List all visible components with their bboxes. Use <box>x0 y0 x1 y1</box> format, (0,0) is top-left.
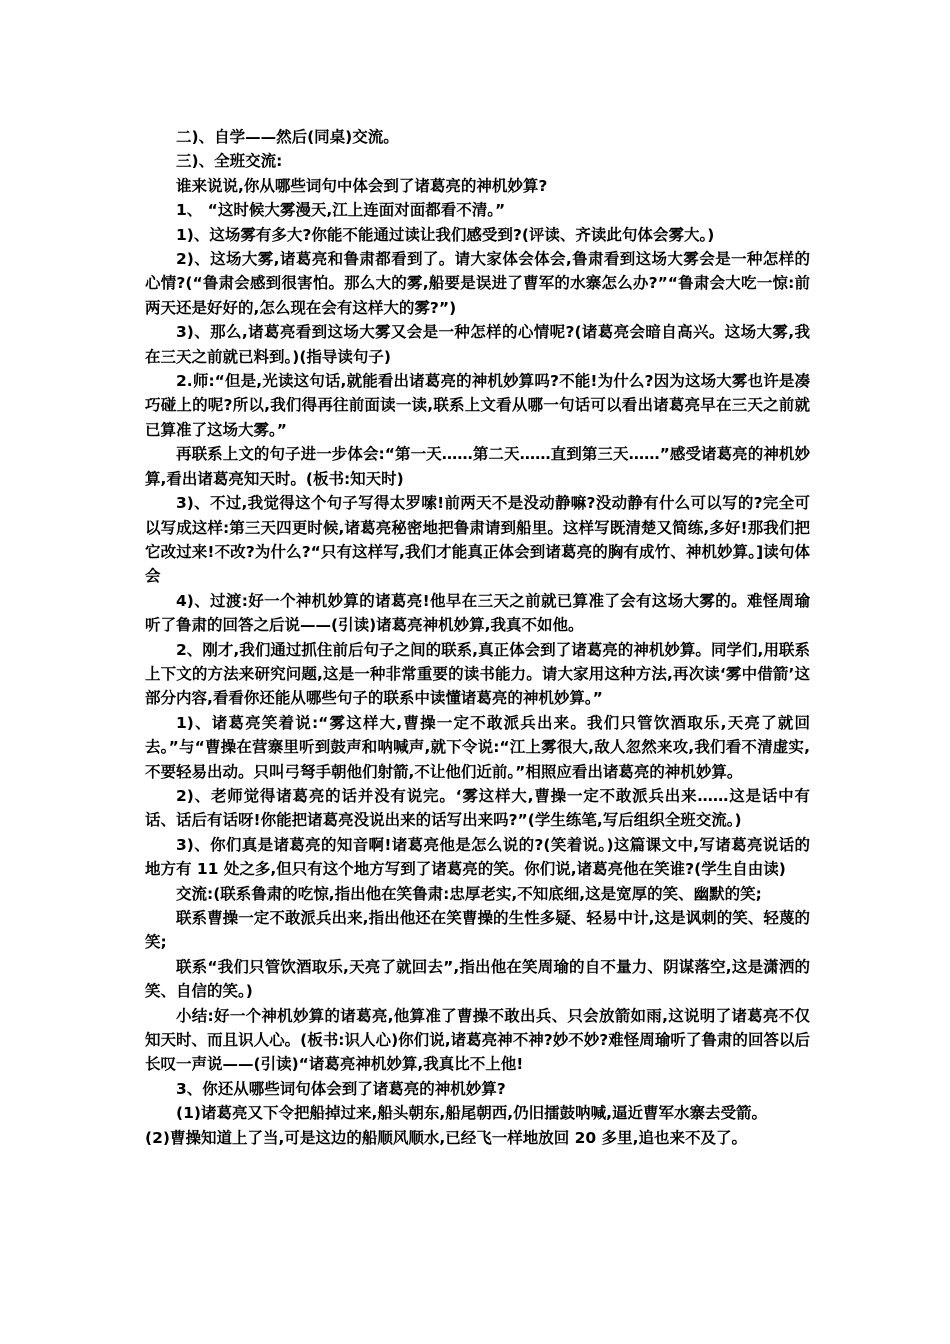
paragraph-item-1: 1、 “这时候大雾漫天,江上连面对面都看不清。” <box>176 201 506 220</box>
paragraph-exchange-lusu: 交流:(联系鲁肃的吃惊,指出他在笑鲁肃:忠厚老实,不知底细,这是宽厚的笑、幽默的笑; <box>176 884 762 903</box>
paragraph-exchange-zhouyu: 联系“我们只管饮酒取乐,天亮了就回去”,指出他在笑周瑜的自不量力、阴谋落空,这是潇洒的笑、自信的笑。) <box>145 957 810 1001</box>
paragraph-method-summary: 2、刚才,我们通过抓住前后句子之间的联系,真正体会到了诸葛亮的神机妙算。同学们,用联系上下文的方法来研究问题,这是一种非常重要的读书能力。请大家用这种方法,再次读‘雾中借箭’这部分内容,看看你还能从哪些句子的联系中读懂诸葛亮的神机妙算。” <box>145 640 810 708</box>
paragraph-lusu-mood: 2)、这场大雾,诸葛亮和鲁肃都看到了。请大家体会体会,鲁肃看到这场大雾会是一种怎样的心情?(“鲁肃会感到很害怕。那么大的雾,船要是误进了曹军的水寨怎么办?”“鲁肃会大吃一惊:前两天还是好好的,怎么现在会有这样大的雾?”) <box>145 250 810 317</box>
paragraph-rewrite-discussion: 3)、不过,我觉得这个句子写得太罗嗦!前两天不是没动静嘛?没动静有什么可以写的?完全可以写成这样:第三天四更时候,诸葛亮秘密地把鲁肃请到船里。这样写既清楚又简练,多好!那我们把它改过来!不改?为什么?“只有这样写,我们才能真正体会到诸葛亮的胸有成竹、神机妙算。]读句体会 <box>145 494 810 586</box>
paragraph-exchange-caocao: 联系曹操一定不敢派兵出来,指出他还在笑曹操的生性多疑、轻易中计,这是讽刺的笑、轻蔑的笑; <box>145 909 810 952</box>
paragraph-summary: 小结:好一个神机妙算的诸葛亮,他算准了曹操不敢出兵、只会放箭如雨,这说明了诸葛亮不仅知天时、而且识人心。(板书:识人心)你们说,诸葛亮神不神?妙不妙?难怪周瑜听了鲁肃的回答以后长叹一声说——(引读)“诸葛亮神机妙算,我真比不上他! <box>145 1006 810 1074</box>
document-body <box>145 125 810 1150</box>
paragraph-self-study: 二)、自学——然后(同桌)交流。 <box>176 128 399 146</box>
paragraph-teacher-question: 2.师:“但是,光读这句话,就能看出诸葛亮的神机妙算吗?不能!为什么?因为这场大雾也许是凑巧碰上的呢?所以,我们得再往前面读一读,联系上文看从哪一句话可以看出诸葛亮早在三天之前就已算准了这场大雾。” <box>145 372 810 439</box>
paragraph-zhuge-smile: 3)、你们真是诸葛亮的知音啊!诸葛亮他是怎么说的?(笑着说。)这篇课文中,写诸葛亮说话的地方有 11 处之多,但只有这个地方写到了诸葛亮的笑。你们说,诸葛亮他在笑谁?(学生自由读) <box>145 835 810 879</box>
paragraph-ships-turn: (1)诸葛亮又下令把船掉过来,船头朝东,船尾朝西,仍旧擂鼓呐喊,逼近曹军水寨去受箭。 <box>176 1104 768 1123</box>
paragraph-unsaid-words: 2)、老师觉得诸葛亮的话并没有说完。‘雾这样大,曹操一定不敢派兵出来……这是话中有话、话后有话呀!你能把诸葛亮没说出来的话写出来吗?”(学生练笔,写后组织全班交流。) <box>145 786 810 830</box>
paragraph-question: 谁来说说,你从哪些词句中体会到了诸葛亮的神机妙算? <box>176 176 548 195</box>
paragraph-zhuge-mood: 3)、那么,诸葛亮看到这场大雾又会是一种怎样的心情呢?(诸葛亮会暗自高兴。这场大雾,我在三天之前就已料到。)(指导读句子) <box>145 323 810 366</box>
paragraph-caocao-realizes: (2)曹操知道上了当,可是这边的船顺风顺水,已经飞一样地放回 20 多里,追也来不及了。 <box>145 1128 747 1147</box>
paragraph-item-3: 3、你还从哪些词句体会到了诸葛亮的神机妙算? <box>176 1079 506 1098</box>
paragraph-fog-size: 1)、这场雾有多大?你能不能通过读让我们感受到?(评读、齐读此句体会雾大。) <box>176 225 715 244</box>
paragraph-context-reading: 再联系上文的句子进一步体会:“第一天……第二天……直到第三天……”感受诸葛亮的神机妙算,看出诸葛亮知天时。(板书:知天时) <box>145 445 810 488</box>
paragraph-class-exchange: 三)、全班交流: <box>176 152 283 171</box>
paragraph-zhuge-laugh-quote: 1)、诸葛亮笑着说:“雾这样大,曹操一定不敢派兵出来。我们只管饮酒取乐,天亮了就回去。”与“曹操在营寨里听到鼓声和呐喊声,就下令说:“江上雾很大,敌人忽然来攻,我们看不清虚实,不要轻易出动。只叫弓弩手朝他们射箭,不让他们近前。”相照应看出诸葛亮的神机妙算。 <box>145 713 810 781</box>
paragraph-transition: 4)、过渡:好一个神机妙算的诸葛亮!他早在三天之前就已算准了会有这场大雾的。难怪周瑜听了鲁肃的回答之后说——(引读)诸葛亮神机妙算,我真不如他。 <box>145 591 810 635</box>
